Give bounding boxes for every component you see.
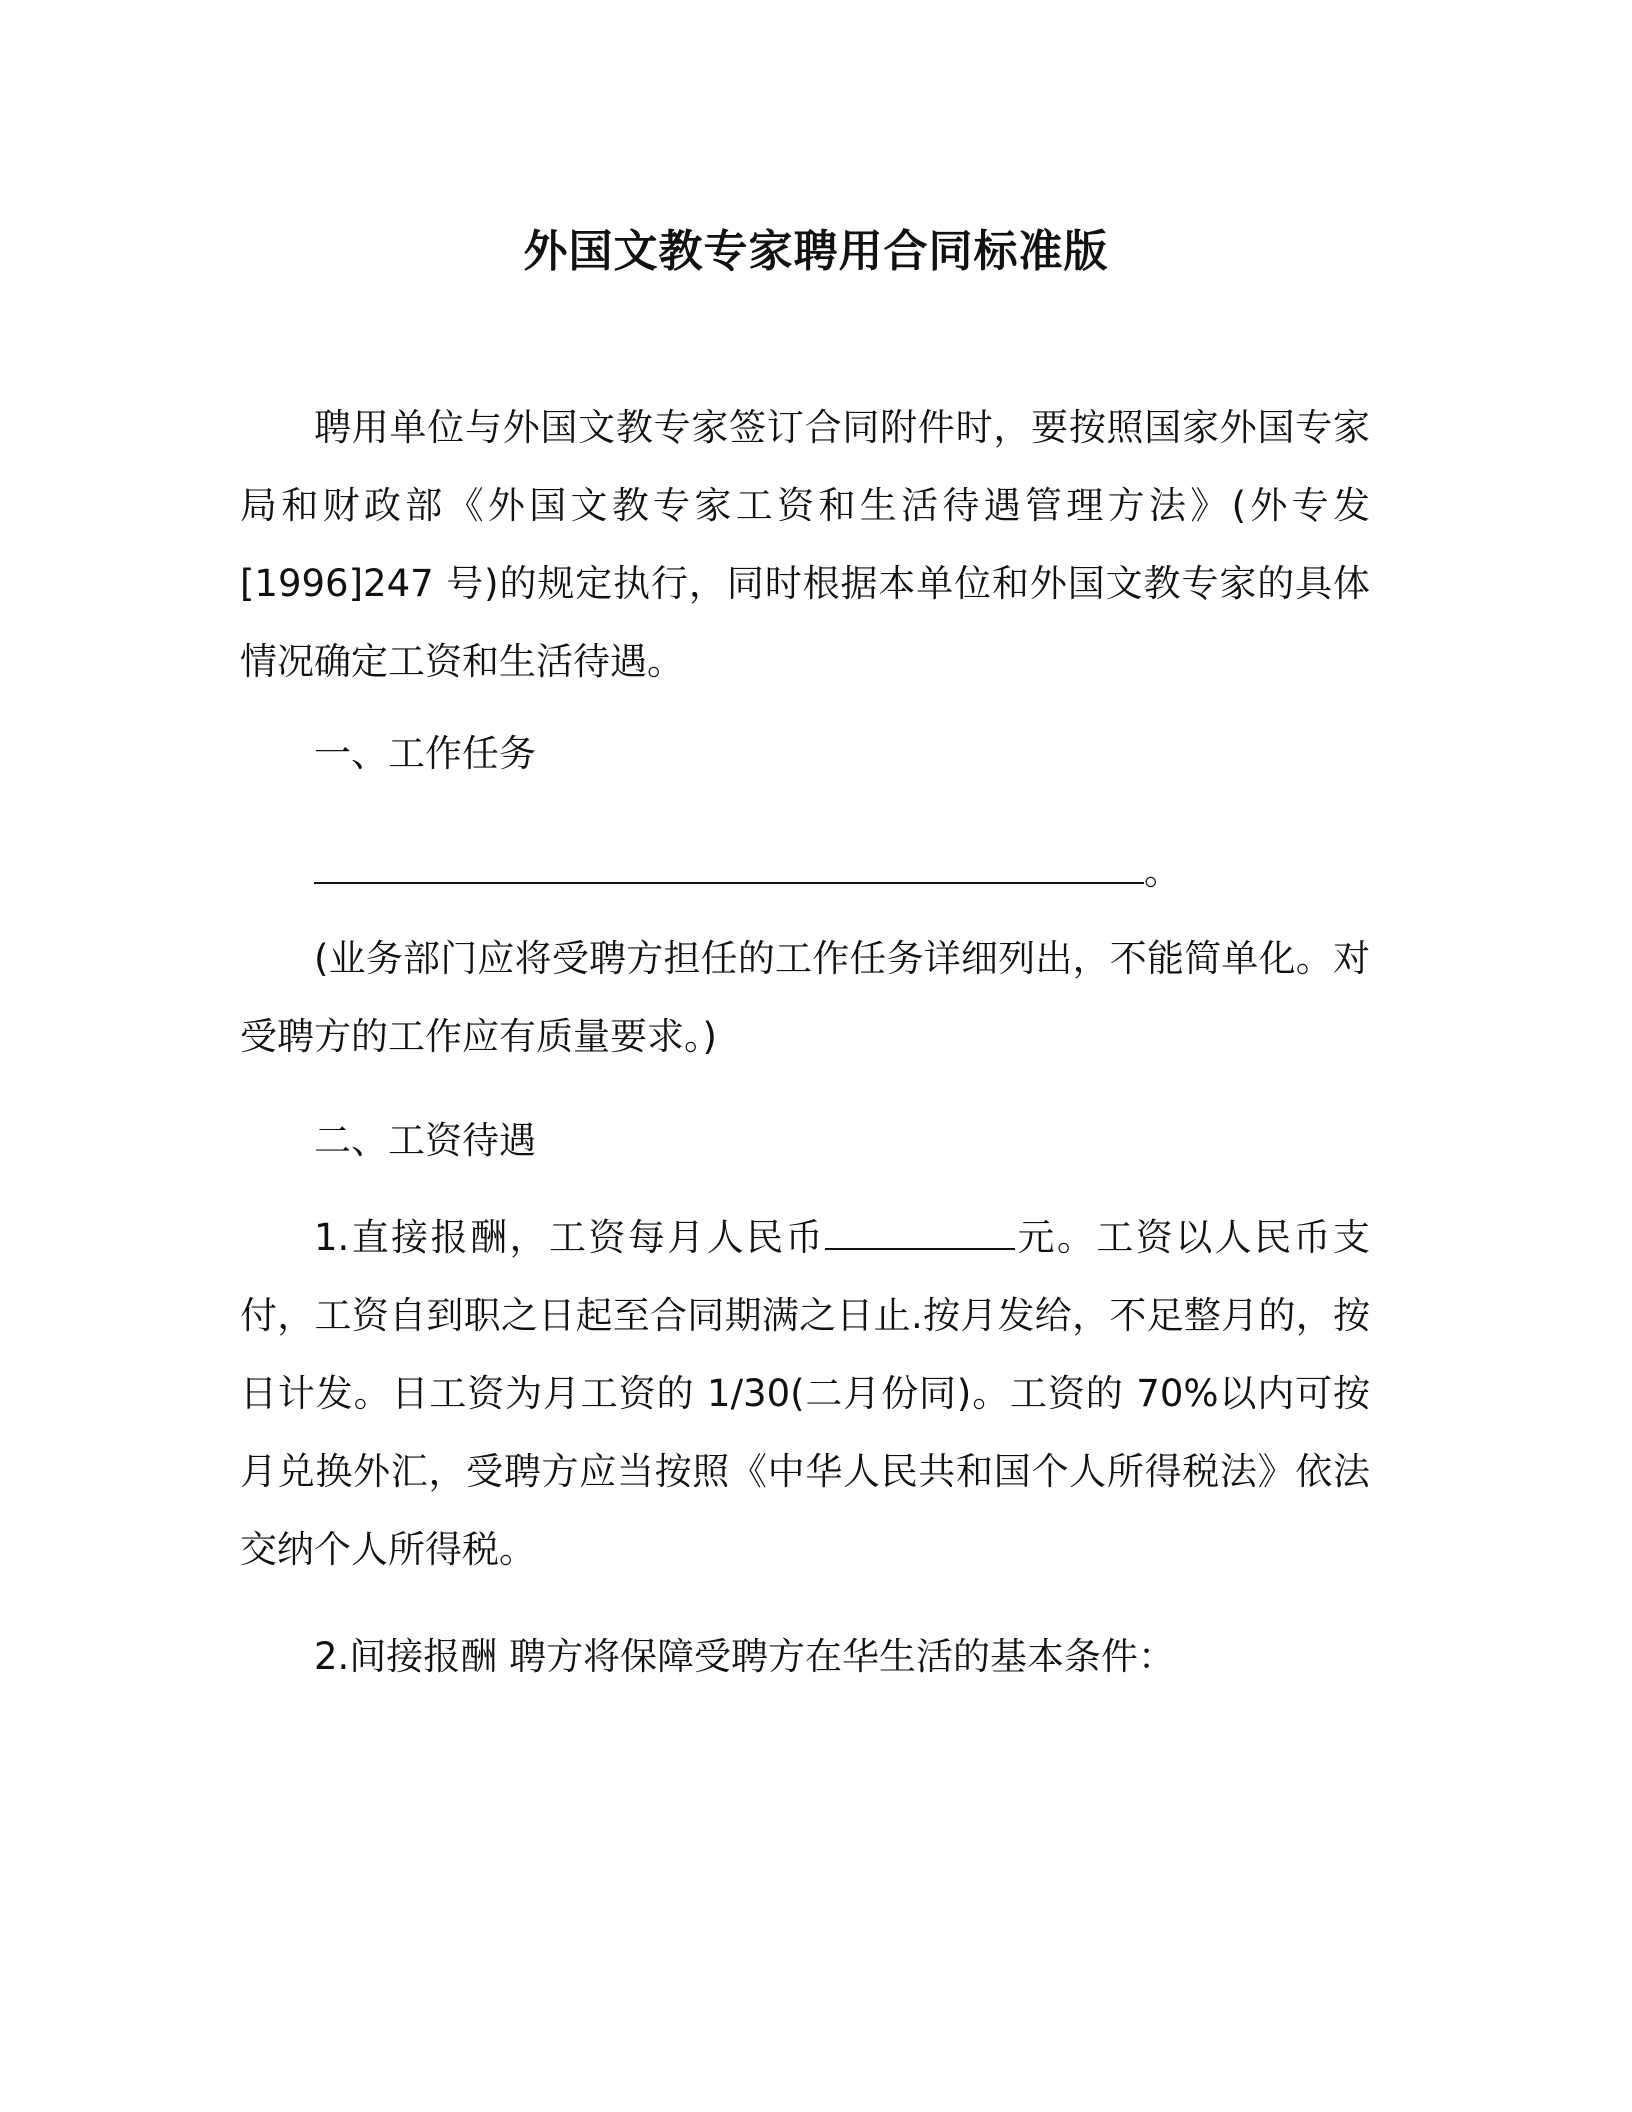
salary-item-1-prefix: 1.直接报酬，工资每月人民币	[314, 1216, 826, 1259]
document-title: 外国文教专家聘用合同标准版	[523, 226, 1109, 277]
salary-item-1-rest: 元。工资以人民币支付，工资自到职之日起至合同期满之日止.按月发给，不足整月的，按日计发。日工资为月工资的 1/30(二月份同)。工资的 70%以内可按月兑换外汇，受聘方应当按照《中华人民共和国个人所得税法》依法交纳个人所得税。	[240, 1216, 1370, 1571]
work-task-blank-suffix: 。	[1144, 850, 1181, 893]
salary-item-2: 2.间接报酬 聘方将保障受聘方在华生活的基本条件：	[314, 1635, 1176, 1678]
work-task-note: (业务部门应将受聘方担任的工作任务详细列出，不能简单化。对受聘方的工作应有质量要求。)	[240, 937, 1370, 1058]
intro-paragraph: 聘用单位与外国文教专家签订合同附件时，要按照国家外国专家局和财政部《外国文教专家工资和生活待遇管理方法》(外专发[1996]247 号)的规定执行，同时根据本单位和外国文教专家的具体情况确定工资和生活待遇。	[240, 406, 1370, 683]
work-task-blank	[314, 852, 1144, 884]
salary-item-1	[240, 1199, 1370, 1589]
work-task-fill-line	[314, 842, 1181, 902]
section-heading-salary: 二、工资待遇	[314, 1119, 536, 1162]
monthly-salary-blank	[825, 1218, 1015, 1250]
section-heading-work-tasks: 一、工作任务	[314, 732, 536, 775]
